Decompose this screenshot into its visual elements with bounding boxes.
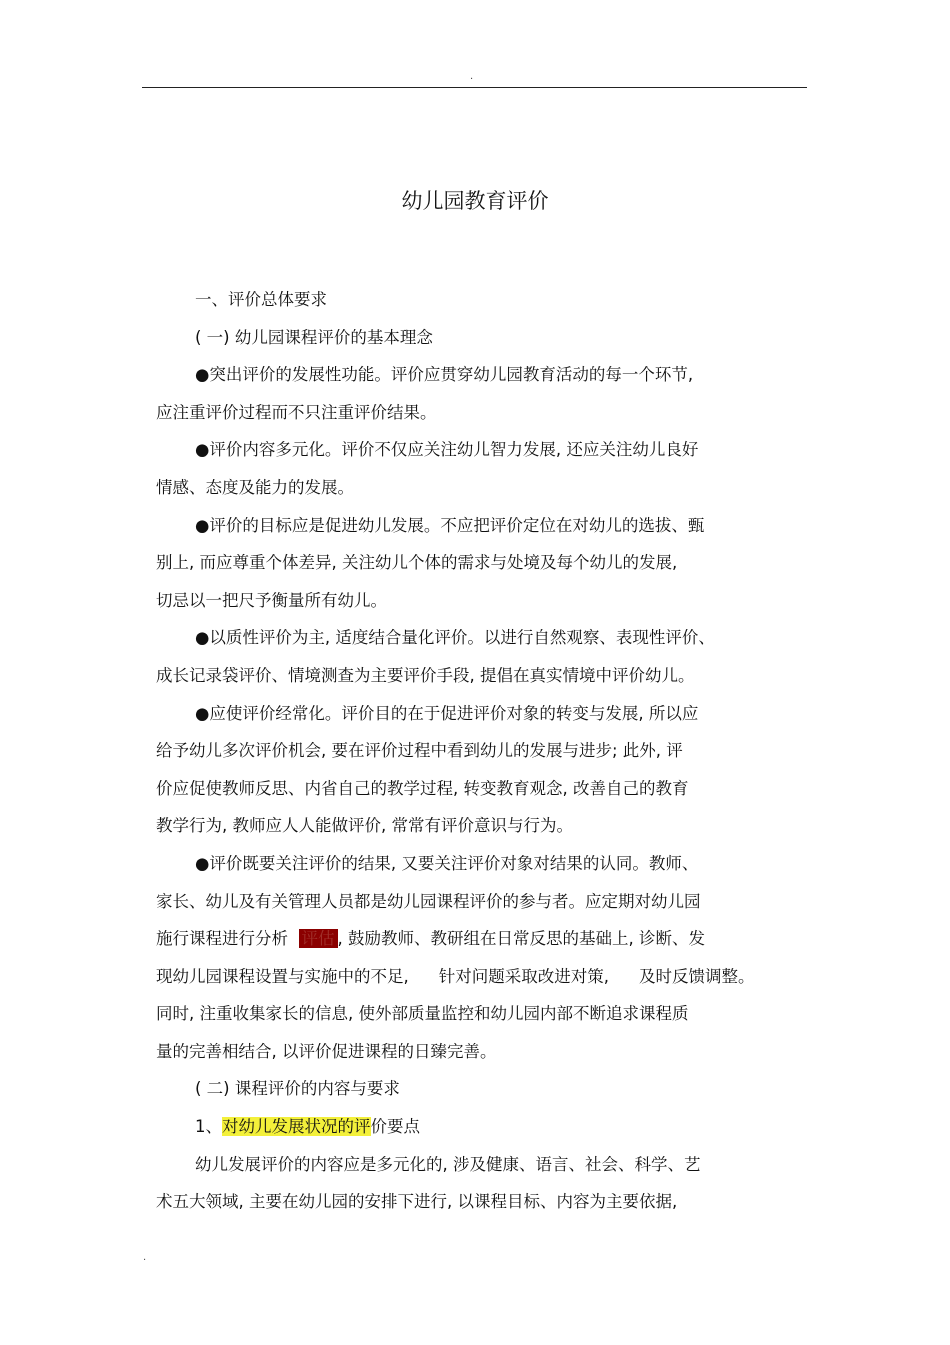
paragraph-line: 术五大领域, 主要在幼儿园的安排下进行, 以课程目标、内容为主要依据, xyxy=(156,1192,678,1212)
header-mark: . xyxy=(470,71,474,82)
paragraph-line: ●应使评价经常化。评价目的在于促进评价对象的转变与发展, 所以应 xyxy=(195,703,699,723)
paragraph-line: ●评价既要关注评价的结果, 又要关注评价对象对结果的认同。教师、 xyxy=(195,853,699,873)
paragraph-line: ●以质性评价为主, 适度结合量化评价。以进行自然观察、表现性评价、 xyxy=(195,628,715,648)
footer-mark: . xyxy=(143,1252,147,1263)
text-run: 施行课程进行分析 xyxy=(156,929,288,949)
subsection-heading-1: ( 一) 幼儿园课程评价的基本理念 xyxy=(195,327,433,347)
text-run: 1、 xyxy=(195,1117,222,1137)
paragraph-line: ●评价内容多元化。评价不仅应关注幼儿智力发展, 还应关注幼儿良好 xyxy=(195,440,699,460)
paragraph-line xyxy=(156,920,796,958)
text-run: 针对问题采取改进对策, xyxy=(438,966,609,986)
document-body xyxy=(156,281,796,1221)
paragraph-line: 给予幼儿多次评价机会, 要在评价过程中看到幼儿的发展与进步; 此外, 评 xyxy=(156,741,683,761)
yellow-highlight: 对幼儿发展状况的评 xyxy=(222,1117,371,1137)
header-rule xyxy=(142,87,807,88)
paragraph-line: 幼儿发展评价的内容应是多元化的, 涉及健康、语言、社会、科学、艺 xyxy=(195,1154,701,1174)
paragraph-line: 价应促使教师反思、内省自己的教学过程, 转变教育观念, 改善自己的教育 xyxy=(156,778,689,798)
paragraph-line: 别上, 而应尊重个体差异, 关注幼儿个体的需求与处境及每个幼儿的发展, xyxy=(156,553,678,573)
paragraph-line: ●突出评价的发展性功能。评价应贯穿幼儿园教育活动的每一个环节, xyxy=(195,365,694,385)
paragraph-line: 情感、态度及能力的发展。 xyxy=(156,477,354,497)
item-heading xyxy=(156,1108,796,1146)
paragraph-line: 家长、幼儿及有关管理人员都是幼儿园课程评价的参与者。应定期对幼儿园 xyxy=(156,891,701,911)
text-run: 及时反馈调整。 xyxy=(639,966,755,986)
paragraph-line: 应注重评价过程而不只注重评价结果。 xyxy=(156,402,437,422)
subsection-heading-2: ( 二) 课程评价的内容与要求 xyxy=(195,1079,400,1099)
paragraph-line: 同时, 注重收集家长的信息, 使外部质量监控和幼儿园内部不断追求课程质 xyxy=(156,1004,689,1024)
paragraph-line xyxy=(156,958,796,996)
paragraph-line: 成长记录袋评价、情境测查为主要评价手段, 提倡在真实情境中评价幼儿。 xyxy=(156,665,695,685)
red-highlight: 评估 xyxy=(299,929,338,948)
text-run: , 鼓励教师、教研组在日常反思的基础上, 诊断、发 xyxy=(337,929,705,949)
text-run: 价要点 xyxy=(370,1117,420,1137)
paragraph-line: 切忌以一把尺予衡量所有幼儿。 xyxy=(156,590,387,610)
paragraph-line: ●评价的目标应是促进幼儿发展。不应把评价定位在对幼儿的选拔、甄 xyxy=(195,515,705,535)
paragraph-line: 量的完善相结合, 以评价促进课程的日臻完善。 xyxy=(156,1041,497,1061)
document-title: 幼儿园教育评价 xyxy=(401,189,549,213)
paragraph-line: 教学行为, 教师应人人能做评价, 常常有评价意识与行为。 xyxy=(156,816,573,836)
text-run: 现幼儿园课程设置与实施中的不足, xyxy=(156,966,409,986)
section-heading-1: 一、评价总体要求 xyxy=(195,290,327,309)
